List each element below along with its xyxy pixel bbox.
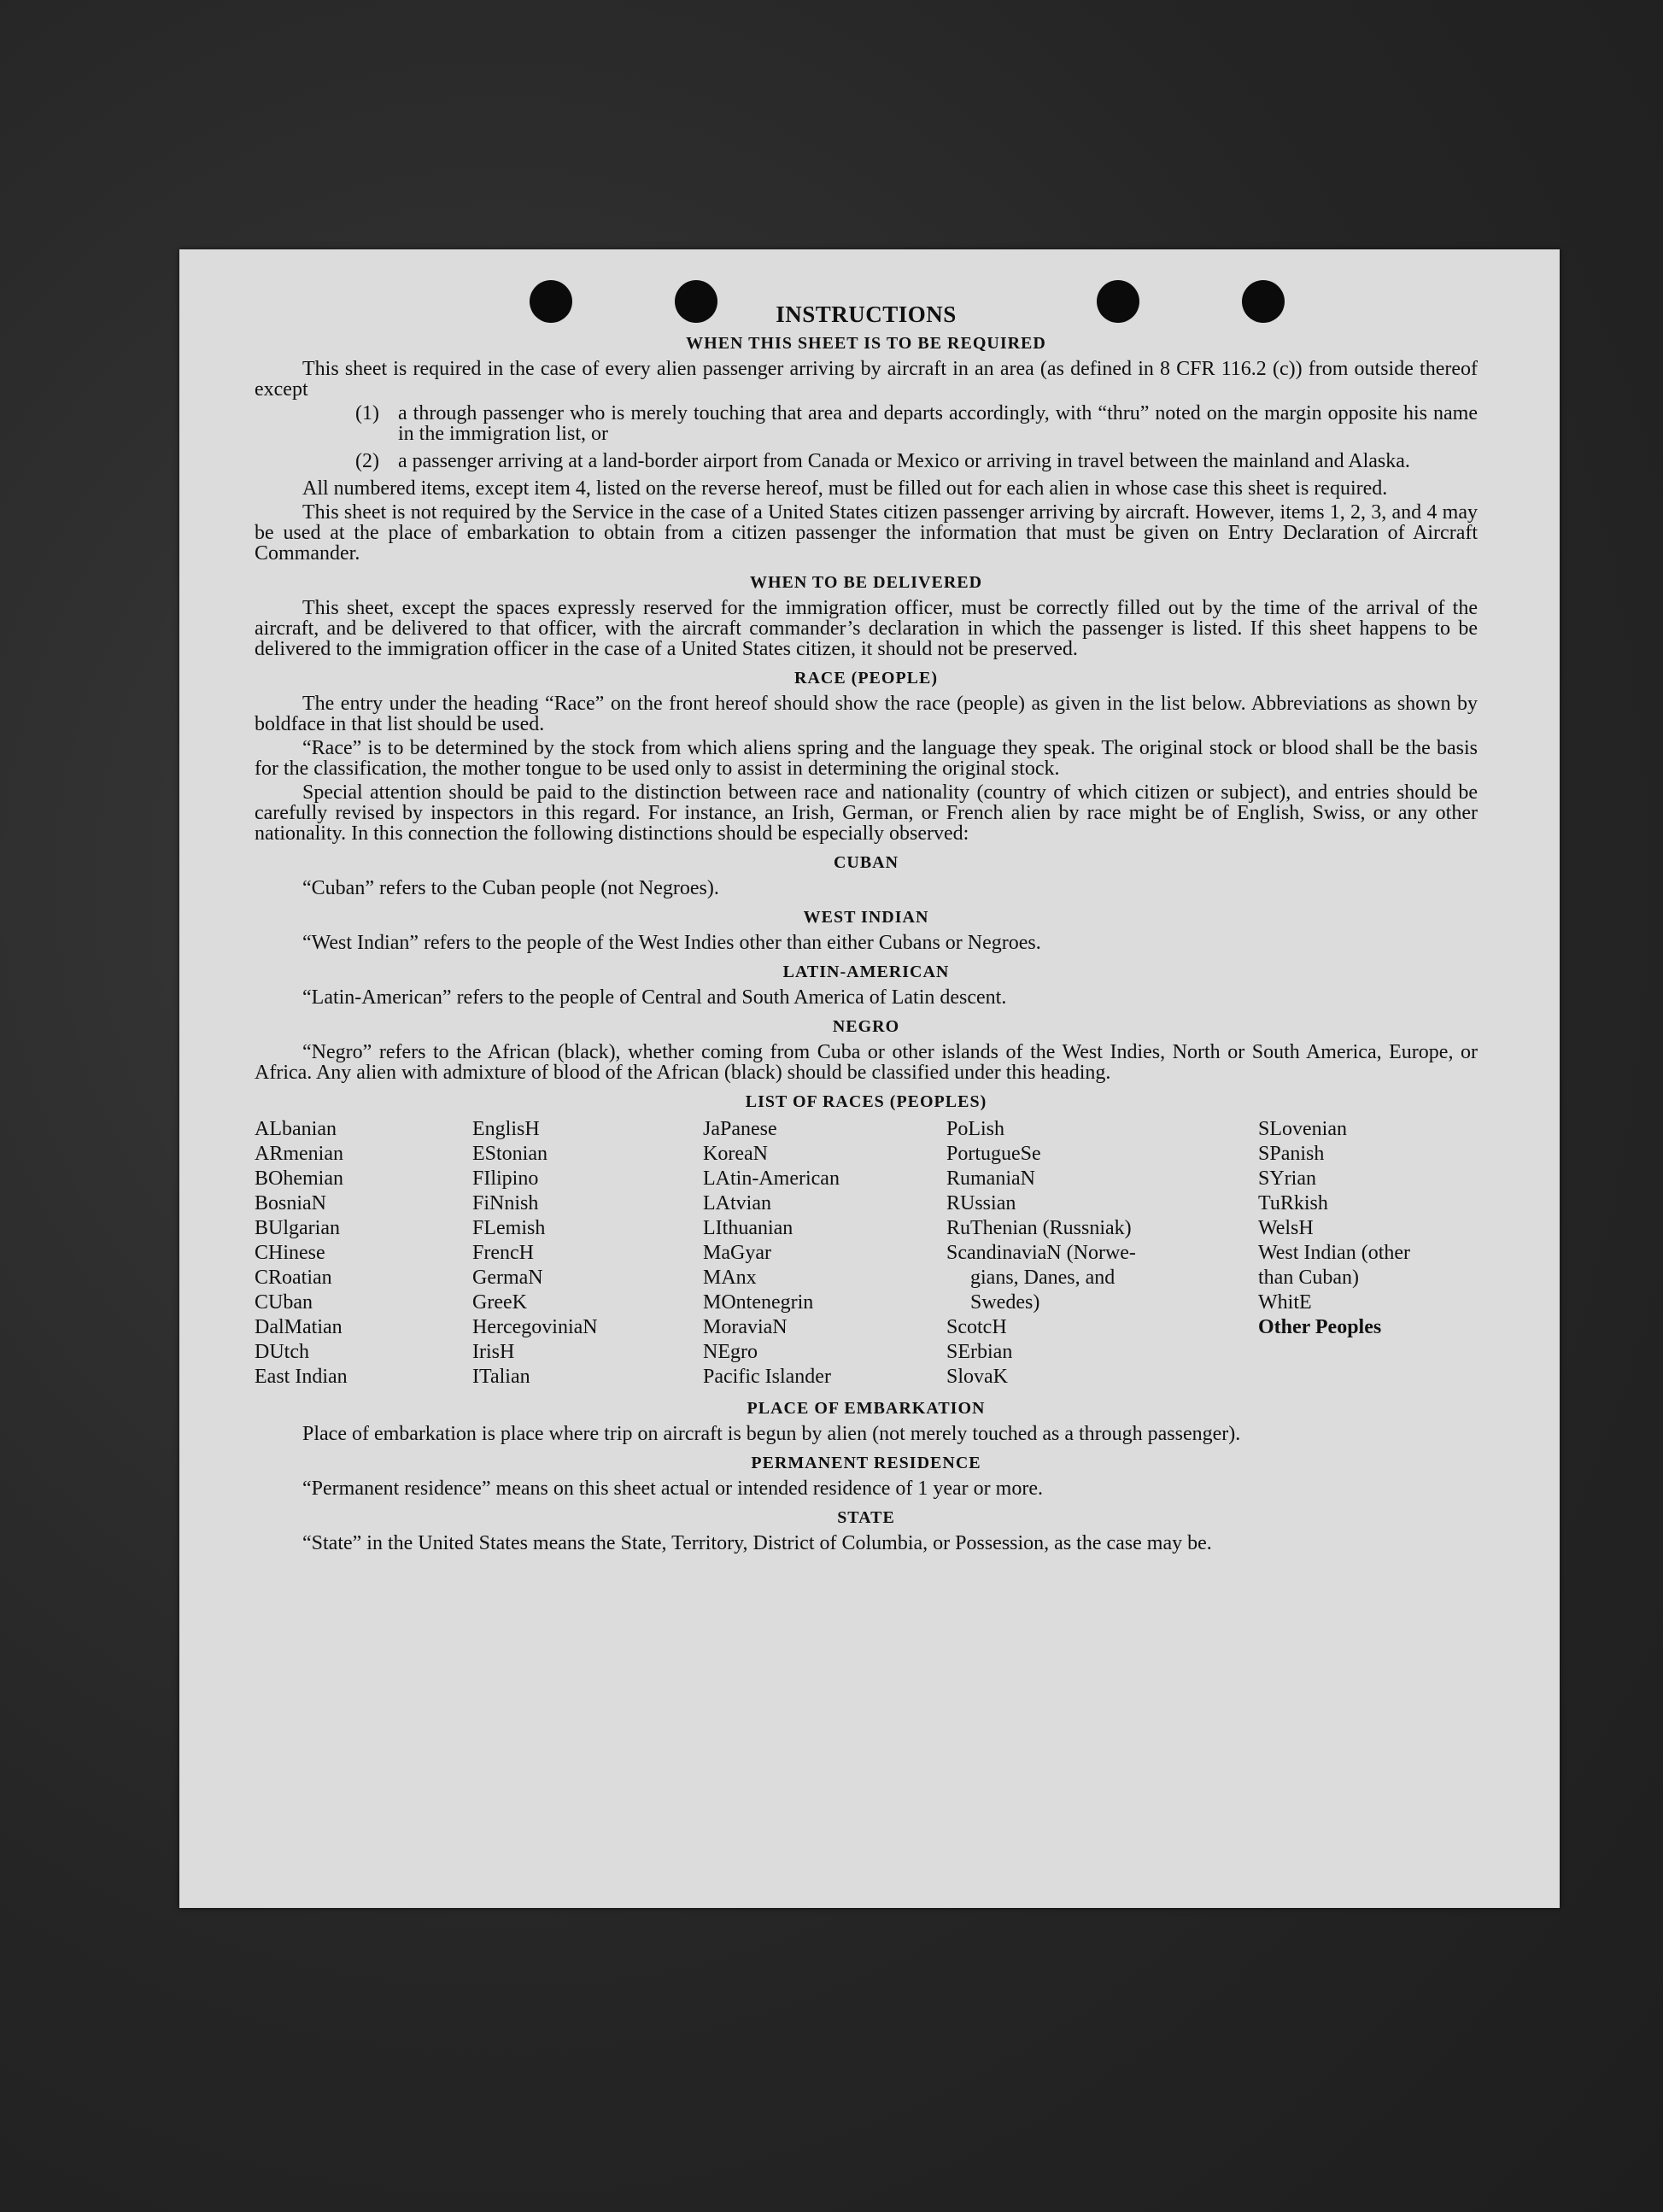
race-entry: CUban [255, 1291, 313, 1314]
paragraph: “Race” is to be determined by the stock from which aliens spring and the language they speak. The original stock or blood shall be the basis for the classification, the mother tongue to be used only to assist in determining the original stock. [255, 737, 1478, 780]
section-heading-required: WHEN THIS SHEET IS TO BE REQUIRED [686, 334, 1046, 353]
race-entry: ScotcH [946, 1316, 1007, 1338]
race-entry: MaGyar [703, 1242, 771, 1264]
race-entry: FiNnish [472, 1192, 539, 1214]
race-entry: DUtch [255, 1341, 309, 1363]
section-heading-cuban: CUBAN [833, 853, 899, 872]
paragraph: “Latin-American” refers to the people of Central and South America of Latin descent. [302, 986, 1007, 1009]
paragraph: Place of embarkation is place where trip on aircraft is begun by alien (not merely touched as a through passenger). [302, 1423, 1241, 1445]
race-entry: Swedes) [970, 1291, 1040, 1314]
paragraph: “Cuban” refers to the Cuban people (not Negroes). [302, 877, 719, 899]
race-entry: gians, Danes, and [970, 1267, 1115, 1289]
race-entry: SlovaK [946, 1366, 1008, 1388]
race-entry: SPanish [1258, 1143, 1325, 1165]
race-entry: FIlipino [472, 1167, 539, 1190]
section-heading-race: RACE (PEOPLE) [794, 669, 938, 688]
race-entry: EStonian [472, 1143, 548, 1165]
section-heading-state: STATE [837, 1508, 895, 1527]
race-entry: ARmenian [255, 1143, 343, 1165]
race-entry: SErbian [946, 1341, 1013, 1363]
race-entry: than Cuban) [1258, 1267, 1359, 1289]
race-entry: GreeK [472, 1291, 527, 1314]
document-sheet [179, 249, 1560, 1908]
race-entry: WhitE [1258, 1291, 1312, 1314]
race-entry: TuRkish [1258, 1192, 1328, 1214]
section-heading-embarkation: PLACE OF EMBARKATION [747, 1399, 986, 1418]
section-heading-negro: NEGRO [832, 1017, 900, 1036]
item-number: (2) [355, 450, 379, 472]
race-entry: LAtin-American [703, 1167, 840, 1190]
race-entry: LAtvian [703, 1192, 771, 1214]
race-entry: KoreaN [703, 1143, 768, 1165]
race-entry: MOntenegrin [703, 1291, 814, 1314]
race-entry: JaPanese [703, 1118, 777, 1140]
paragraph: This sheet is required in the case of every alien passenger arriving by aircraft in an area (as defined in 8 CFR 116.2 (c)) from outside thereof except [255, 358, 1478, 401]
item-number: (1) [355, 402, 379, 424]
list-item [355, 451, 1478, 471]
race-entry: ScandinaviaN (Norwe- [946, 1242, 1136, 1264]
paragraph: The entry under the heading “Race” on the front hereof should show the race (people) as given in the list below. Abbreviations as shown by boldface in that list should be used. [255, 693, 1478, 735]
item-text: a through passenger who is merely touching that area and departs accordingly, with “thru” noted on the margin opposite his name in the immigration list, or [398, 402, 1478, 445]
races-column-1 [255, 1117, 472, 1390]
race-entry: IrisH [472, 1341, 515, 1363]
race-entry: FrencH [472, 1242, 534, 1264]
race-entry: BosniaN [255, 1192, 326, 1214]
race-entry: RumaniaN [946, 1167, 1035, 1190]
race-entry: EnglisH [472, 1118, 540, 1140]
race-entry: NEgro [703, 1341, 758, 1363]
paragraph: “West Indian” refers to the people of the West Indies other than either Cubans or Negroes. [302, 932, 1041, 954]
race-entry: RuThenian (Russniak) [946, 1217, 1132, 1239]
race-entry: BUlgarian [255, 1217, 340, 1239]
races-list [255, 1117, 1478, 1390]
race-entry: WelsH [1258, 1217, 1314, 1239]
section-heading-list-of-races: LIST OF RACES (PEOPLES) [745, 1092, 987, 1111]
race-entry: LIthuanian [703, 1217, 793, 1239]
race-entry: RUssian [946, 1192, 1016, 1214]
race-entry: FLemish [472, 1217, 546, 1239]
instructions-content [255, 301, 1478, 1557]
races-column-2 [472, 1117, 703, 1390]
paragraph: “Permanent residence” means on this sheet actual or intended residence of 1 year or more. [302, 1478, 1043, 1500]
race-entry: PortugueSe [946, 1143, 1041, 1165]
races-column-3 [703, 1117, 946, 1390]
paragraph: Special attention should be paid to the distinction between race and nationality (country of which citizen or subject), and entries should be carefully revised by inspectors in this regard. For instance, an Irish, German, or French alien by race might be of English, Swiss, or any other nationality. In this connection the following distinctions should be especially observed: [255, 781, 1478, 845]
races-column-5 [1258, 1117, 1478, 1390]
race-entry: MoraviaN [703, 1316, 788, 1338]
race-entry: Pacific Islander [703, 1366, 831, 1388]
race-entry: DalMatian [255, 1316, 343, 1338]
race-entry: MAnx [703, 1267, 757, 1289]
page-title: INSTRUCTIONS [776, 301, 957, 327]
paragraph: All numbered items, except item 4, listed on the reverse hereof, must be filled out for each alien in whose case this sheet is required. [302, 477, 1388, 500]
section-heading-delivered: WHEN TO BE DELIVERED [749, 573, 983, 592]
race-entry: Other Peoples [1258, 1316, 1382, 1338]
race-entry: HercegoviniaN [472, 1316, 598, 1338]
section-heading-west-indian: WEST INDIAN [803, 908, 929, 927]
paragraph: “Negro” refers to the African (black), whether coming from Cuba or other islands of the West Indies, North or South America, Europe, or Africa. Any alien with admixture of blood of the African (black) should be classified under this heading. [255, 1041, 1478, 1084]
race-entry: West Indian (other [1258, 1242, 1411, 1264]
item-text: a passenger arriving at a land-border airport from Canada or Mexico or arriving in travel between the mainland and Alaska. [398, 450, 1410, 472]
list-item [355, 403, 1478, 444]
race-entry: CRoatian [255, 1267, 332, 1289]
race-entry: PoLish [946, 1118, 1005, 1140]
race-entry: CHinese [255, 1242, 325, 1264]
race-entry: ALbanian [255, 1118, 337, 1140]
section-heading-residence: PERMANENT RESIDENCE [751, 1454, 981, 1472]
paragraph: “State” in the United States means the State, Territory, District of Columbia, or Possession, as the case may be. [302, 1532, 1212, 1554]
paragraph: This sheet, except the spaces expressly reserved for the immigration officer, must be correctly filled out by the time of the arrival of the aircraft, and be delivered to that officer, with the aircraft commander’s declaration in which the passenger is listed. If this sheet happens to be delivered to the immigration officer in the case of a United States citizen, it should not be preserved. [255, 597, 1478, 660]
race-entry: East Indian [255, 1366, 348, 1388]
section-heading-latin-american: LATIN-AMERICAN [782, 963, 950, 981]
race-entry: SYrian [1258, 1167, 1316, 1190]
race-entry: GermaN [472, 1267, 543, 1289]
races-column-4 [946, 1117, 1258, 1390]
race-entry: SLovenian [1258, 1118, 1347, 1140]
race-entry: BOhemian [255, 1167, 343, 1190]
race-entry: ITalian [472, 1366, 530, 1388]
paragraph: This sheet is not required by the Service in the case of a United States citizen passenger arriving by aircraft. However, items 1, 2, 3, and 4 may be used at the place of embarkation to obtain from a citizen passenger the information that must be given on Entry Declaration of Aircraft Commander. [255, 501, 1478, 565]
